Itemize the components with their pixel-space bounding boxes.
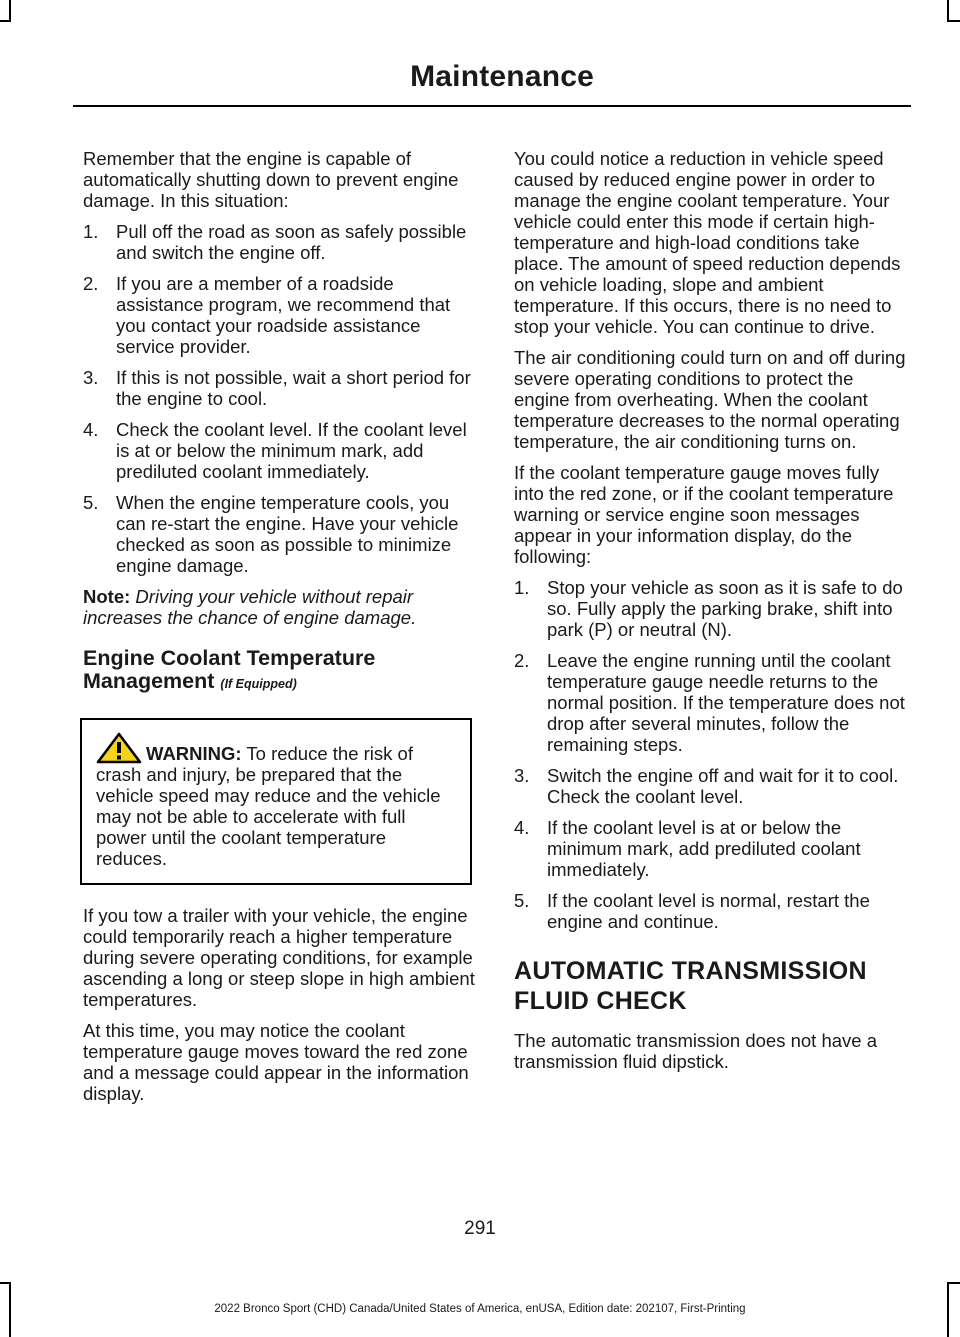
header-divider: [73, 105, 911, 107]
crop-mark: [947, 0, 949, 22]
heading-line: FLUID CHECK: [514, 987, 687, 1015]
step-number: 2.: [514, 650, 530, 671]
step-number: 3.: [83, 367, 99, 388]
tow-paragraph: If you tow a trailer with your vehicle, the engine could temporarily reach a higher temperature during severe operating conditions, for example ascending a long or steep slope in high ambient temperatures.: [83, 905, 475, 1010]
step-text: If you are a member of a roadside assistance program, we recommend that you contact your roadside assistance service provider.: [116, 273, 451, 357]
step-number: 1.: [83, 221, 99, 242]
ac-paragraph: The air conditioning could turn on and off during severe operating conditions to protect the engine from overheating. When the coolant temperature decreases to the normal operating temperature, the air conditioning turns on.: [514, 347, 906, 452]
step-number: 1.: [514, 577, 530, 598]
intro-paragraph: Remember that the engine is capable of automatically shutting down to prevent engine damage. In this situation:: [83, 148, 459, 211]
crop-mark: [9, 0, 11, 22]
heading-line: AUTOMATIC TRANSMISSION: [514, 957, 867, 985]
step-number: 4.: [83, 419, 99, 440]
step-text: Check the coolant level. If the coolant level is at or below the minimum mark, add prediluted coolant immediately.: [116, 419, 467, 482]
warning-triangle-icon: [96, 732, 142, 764]
list-item: [514, 765, 910, 807]
step-text: Pull off the road as soon as safely possible and switch the engine off.: [116, 221, 467, 263]
speed-paragraph: You could notice a reduction in vehicle speed caused by reduced engine power in order to manage the engine coolant temperature. Your vehicle could enter this mode if certain high-temperature and high-load conditions take place. The amount of speed reduction depends on vehicle loading, slope and ambient temperature. If this occurs, there is no need to stop your vehicle. You can continue to drive.: [514, 148, 901, 337]
warning-box: [80, 718, 472, 885]
footer-text: 2022 Bronco Sport (CHD) Canada/United States of America, enUSA, Edition date: 202107, First-Printing: [214, 1303, 746, 1315]
step-text: Stop your vehicle as soon as it is safe to do so. Fully apply the parking brake, shift into park (P) or neutral (N).: [547, 577, 903, 640]
overheat-steps-list: [514, 577, 910, 932]
step-text: When the engine temperature cools, you can re-start the engine. Have your vehicle checked as soon as possible to minimize engine damage.: [116, 492, 459, 576]
section-heading: [83, 647, 475, 696]
list-item: [83, 273, 475, 357]
step-text: Switch the engine off and wait for it to cool. Check the coolant level.: [547, 765, 899, 807]
warning-label: WARNING:: [146, 743, 242, 764]
list-item: [83, 492, 475, 576]
note-text: Driving your vehicle without repair increases the chance of engine damage.: [83, 586, 417, 628]
right-column: [514, 148, 910, 1082]
step-number: 3.: [514, 765, 530, 786]
step-text: If the coolant level is normal, restart the engine and continue.: [547, 890, 870, 932]
list-item: [514, 817, 910, 880]
list-item: [514, 577, 910, 640]
redzone-paragraph: If the coolant temperature gauge moves fully into the red zone, or if the coolant temperature warning or service engine soon messages appear in your information display, do the following:: [514, 462, 894, 567]
dipstick-paragraph: The automatic transmission does not have a transmission fluid dipstick.: [514, 1030, 877, 1072]
step-number: 2.: [83, 273, 99, 294]
left-column: [83, 148, 475, 1114]
if-equipped-label: (If Equipped): [220, 677, 297, 691]
page-number: 291: [464, 1218, 496, 1239]
page-title: Maintenance: [410, 60, 594, 93]
section-title: Engine Coolant Temperature Management: [83, 646, 376, 693]
step-number: 4.: [514, 817, 530, 838]
transmission-heading: [514, 956, 910, 1016]
list-item: [514, 650, 910, 755]
step-text: If the coolant level is at or below the minimum mark, add prediluted coolant immediately.: [547, 817, 861, 880]
shutdown-steps-list: [83, 221, 475, 576]
warning-text: To reduce the risk of crash and injury, be prepared that the vehicle speed may reduce and the vehicle may not be able to accelerate with full power until the coolant temperature reduces.: [96, 743, 441, 869]
note-label: Note:: [83, 586, 131, 607]
note-paragraph: [83, 586, 475, 628]
crop-mark: [947, 20, 960, 22]
crop-mark: [947, 1282, 960, 1284]
list-item: [83, 367, 475, 409]
list-item: [514, 890, 910, 932]
list-item: [83, 221, 475, 263]
crop-mark: [0, 1282, 11, 1284]
step-number: 5.: [514, 890, 530, 911]
gauge-paragraph: At this time, you may notice the coolant temperature gauge moves toward the red zone and a message could appear in the information display.: [83, 1020, 469, 1104]
step-text: If this is not possible, wait a short period for the engine to cool.: [116, 367, 471, 409]
step-number: 5.: [83, 492, 99, 513]
step-text: Leave the engine running until the coolant temperature gauge needle returns to the normal position. If the temperature does not drop after several minutes, follow the remaining steps.: [547, 650, 905, 755]
crop-mark: [0, 20, 11, 22]
list-item: [83, 419, 475, 482]
